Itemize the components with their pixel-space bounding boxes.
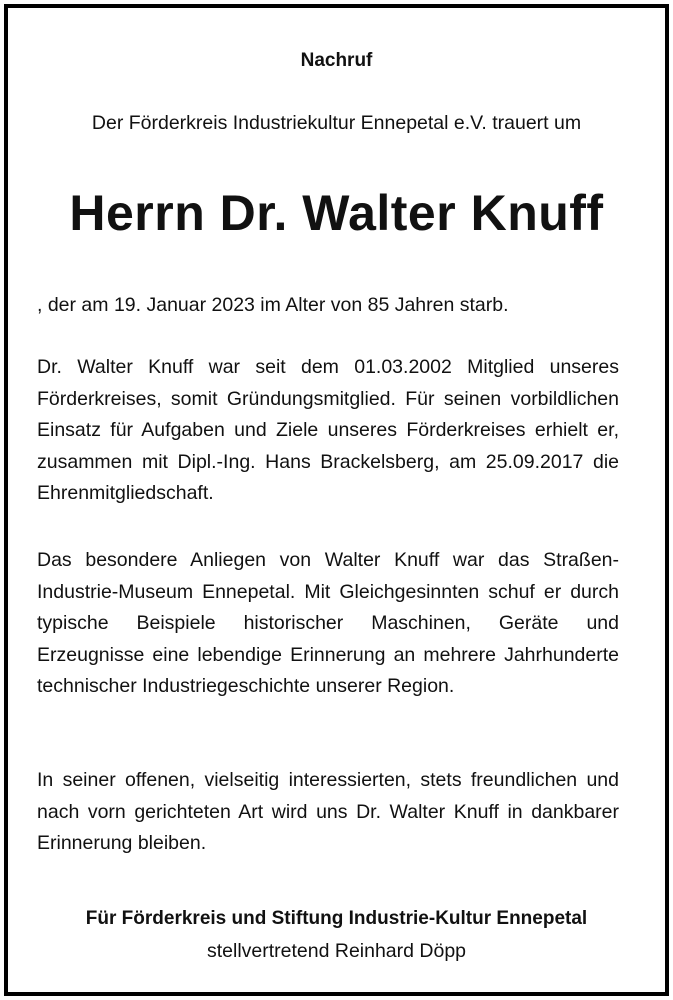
death-date-line: , der am 19. Januar 2023 im Alter von 85 Jahren starb. — [37, 294, 509, 316]
paragraph-museum: Das besondere Anliegen von Walter Knuff war das Straßen-Industrie-Museum Ennepetal. Mit Gleichgesinnten schuf er durch typische Beispiele historischer Maschinen, Geräte und Erzeugnisse eine lebendige Erinnerung an mehrere Jahrhunderte technischer Industriegeschichte unserer Region. — [37, 549, 619, 698]
obituary-notice — [4, 4, 669, 996]
deceased-name: Herrn Dr. Walter Knuff — [69, 185, 604, 241]
paragraph-remembrance: In seiner offenen, vielseitig interessierten, stets freundlichen und nach vorn gerichteten Art wird uns Dr. Walter Knuff in dankbarer Erinnerung bleiben. — [37, 769, 619, 855]
signature-name: stellvertretend Reinhard Döpp — [206, 940, 467, 962]
intro-line: Der Förderkreis Industriekultur Ennepetal e.V. trauert um — [91, 112, 582, 134]
signature-organization: Für Förderkreis und Stiftung Industrie-Kultur Ennepetal — [85, 908, 588, 929]
notice-heading: Nachruf — [300, 50, 373, 71]
paragraph-membership: Dr. Walter Knuff war seit dem 01.03.2002 Mitglied unseres Förderkreises, somit Gründungsmitglied. Für seinen vorbildlichen Einsatz für Aufgaben und Ziele unseres Förderkreises erhielt er, zusammen mit Dipl.-Ing. Hans Brackelsberg, am 25.09.2017 die Ehrenmitgliedschaft. — [37, 356, 619, 505]
